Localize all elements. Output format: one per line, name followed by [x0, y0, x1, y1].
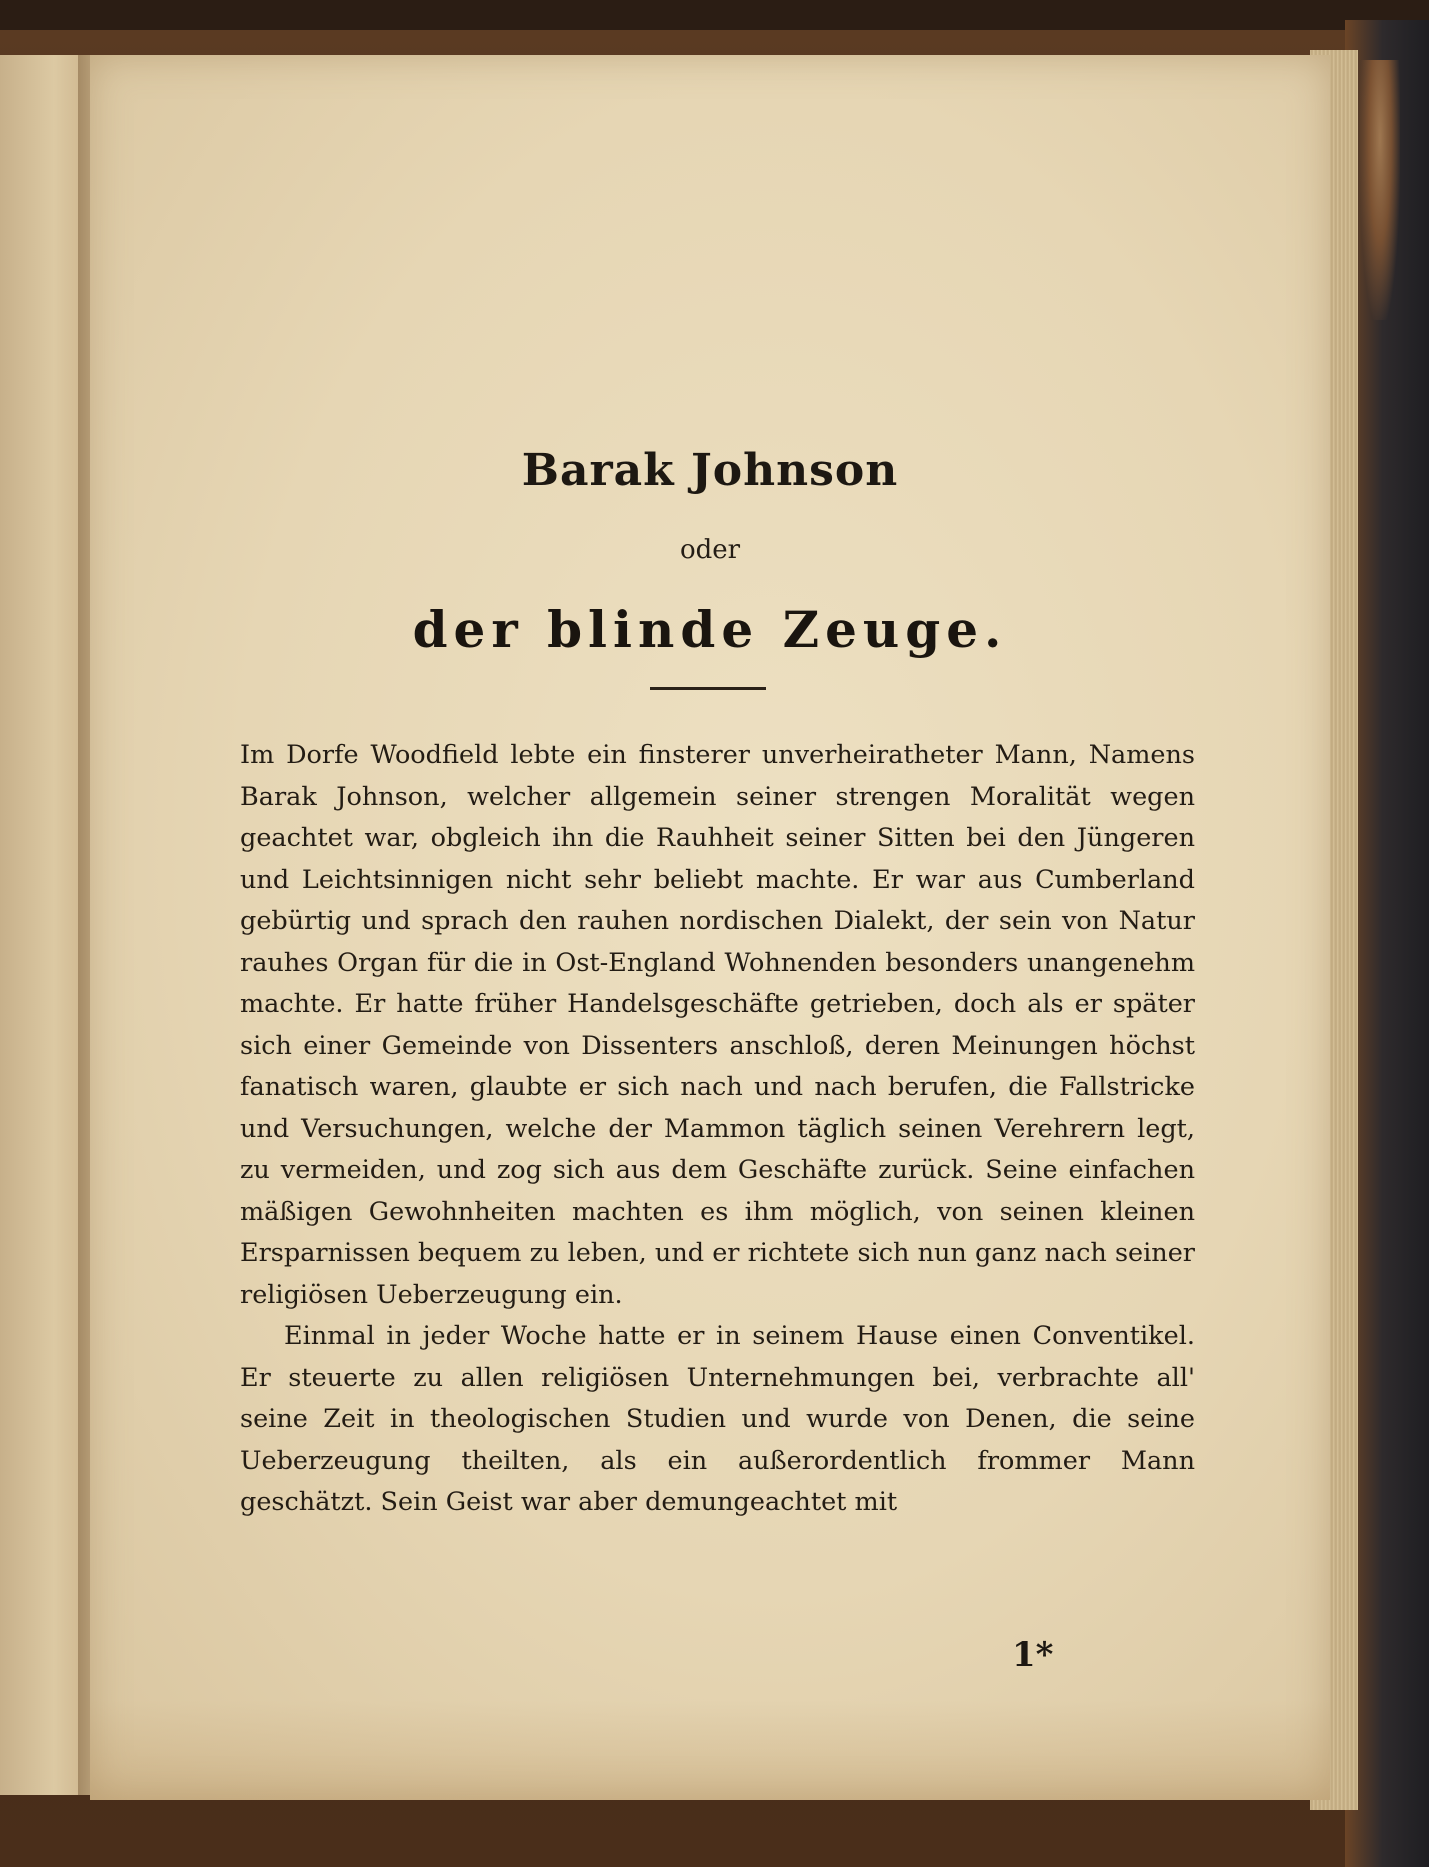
page-stain — [90, 1700, 1330, 1800]
chapter-subtitle: der blinde Zeuge. — [412, 600, 1008, 659]
title-rule — [650, 687, 766, 690]
chapter-title: Barak Johnson — [521, 445, 899, 496]
left-page-edge — [0, 55, 90, 1795]
signature-mark: 1* — [1012, 1635, 1054, 1675]
paragraph-2: Einmal in jeder Woche hatte er in seinem Hause einen Conventikel. Er steuerte zu allen religiösen Unternehmungen bei, verbrachte all' seine Zeit in theologischen Studien und wurde von Denen, die seine Ueberzeugung theilten, als ein außerordentlich frommer Mann geschätzt. Sein Geist war aber demungeachtet mit — [240, 1321, 1195, 1517]
title-connector: oder — [679, 535, 741, 565]
paragraph-1: Im Dorfe Woodfield lebte ein finsterer unverheiratheter Mann, Namens Barak Johnson, welcher allgemein seiner strengen Moralität wegen geachtet war, obgleich ihn die Rauhheit seiner Sitten bei den Jüngeren und Leichtsinnigen nicht sehr beliebt machte. Er war aus Cumberland gebürtig und sprach den rauhen nordischen Dialekt, der sein von Natur rauhes Organ für die in Ost-England Wohnenden besonders unangenehm machte. Er hatte früher Handelsgeschäfte getrieben, doch als er später sich einer Gemeinde von Dissenters anschloß, deren Meinungen höchst fanatisch waren, glaubte er sich nach und nach berufen, die Fallstricke und Versuchungen, welche der Mammon täglich seinen Verehrern legt, zu vermeiden, und zog sich aus dem Geschäfte zurück. Seine einfachen mäßigen Gewohnheiten machten es ihm möglich, von seinen kleinen Ersparnissen bequem zu leben, und er richtete sich nun ganz nach seiner religiösen Ueberzeugung ein. — [240, 740, 1195, 1310]
book-page — [90, 55, 1330, 1800]
cover-wear — [1360, 60, 1400, 320]
body-text — [240, 735, 1195, 1524]
